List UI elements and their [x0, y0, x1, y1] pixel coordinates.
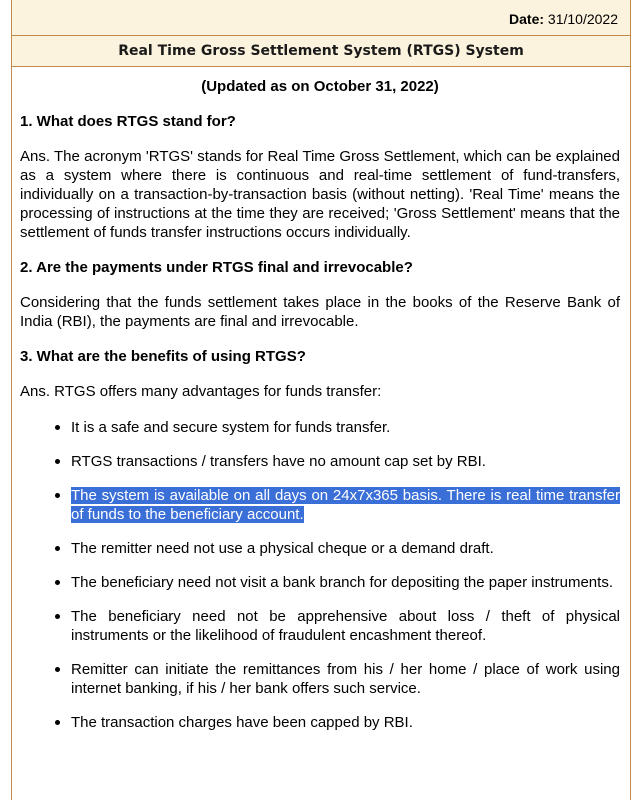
faq-frame	[11, 0, 631, 800]
date-value: 31/10/2022	[547, 11, 618, 27]
list-item[interactable]	[20, 418, 620, 437]
answer-2[interactable]: Considering that the funds settlement takes place in the books of the Reserve Bank of India (RBI), the payments are final and irrevocable.	[20, 294, 620, 330]
list-item-text: The remitter need not use a physical cheque or a demand draft.	[71, 540, 494, 557]
question-1: 1. What does RTGS stand for?	[20, 113, 236, 130]
answer-3[interactable]: Ans. RTGS offers many advantages for funds transfer:	[20, 383, 382, 400]
bullet-icon	[55, 425, 60, 430]
bullet-icon	[55, 493, 60, 498]
list-item-text: The beneficiary need not be apprehensive about loss / theft of physical instruments or the likelihood of fraudulent encashment thereof.	[71, 608, 620, 644]
list-item[interactable]	[20, 660, 620, 698]
list-item[interactable]	[20, 607, 620, 645]
date-label: Date:	[509, 11, 545, 27]
date-bar	[12, 0, 630, 36]
list-item-selected[interactable]	[20, 486, 620, 524]
list-item[interactable]	[20, 539, 620, 558]
list-item-text: RTGS transactions / transfers have no amount cap set by RBI.	[71, 453, 486, 470]
list-item-text: Remitter can initiate the remittances from his / her home / place of work using internet banking, if his / her bank offers such service.	[71, 661, 620, 697]
list-item[interactable]	[20, 573, 620, 592]
answer-1[interactable]: Ans. The acronym 'RTGS' stands for Real Time Gross Settlement, which can be explained as a system where there is continuous and real-time settlement of fund-transfers, individually on a transaction-by-transaction basis (without netting). 'Real Time' means the processing of instructions at the time they are received; 'Gross Settlement' means that the settlement of funds transfer instructions occurs individually.	[20, 148, 620, 241]
list-item-text: The transaction charges have been capped by RBI.	[71, 714, 413, 731]
list-item-text: It is a safe and secure system for funds transfer.	[71, 419, 391, 436]
faq-content	[20, 67, 620, 747]
bullet-icon	[55, 667, 60, 672]
bullet-icon	[55, 580, 60, 585]
bullet-icon	[55, 459, 60, 464]
question-3: 3. What are the benefits of using RTGS?	[20, 348, 306, 365]
benefits-list	[20, 418, 620, 732]
list-item[interactable]	[20, 713, 620, 732]
updated-note: (Updated as on October 31, 2022)	[201, 78, 439, 95]
bullet-icon	[55, 546, 60, 551]
question-2: 2. Are the payments under RTGS final and irrevocable?	[20, 259, 413, 276]
bullet-icon	[55, 720, 60, 725]
page-title: Real Time Gross Settlement System (RTGS) System	[12, 36, 630, 67]
list-item[interactable]	[20, 452, 620, 471]
selected-text[interactable]: The system is available on all days on 24x7x365 basis. There is real time transfer of funds to the beneficiary account.	[71, 487, 620, 523]
list-item-text: The beneficiary need not visit a bank branch for depositing the paper instruments.	[71, 574, 613, 591]
bullet-icon	[55, 614, 60, 619]
